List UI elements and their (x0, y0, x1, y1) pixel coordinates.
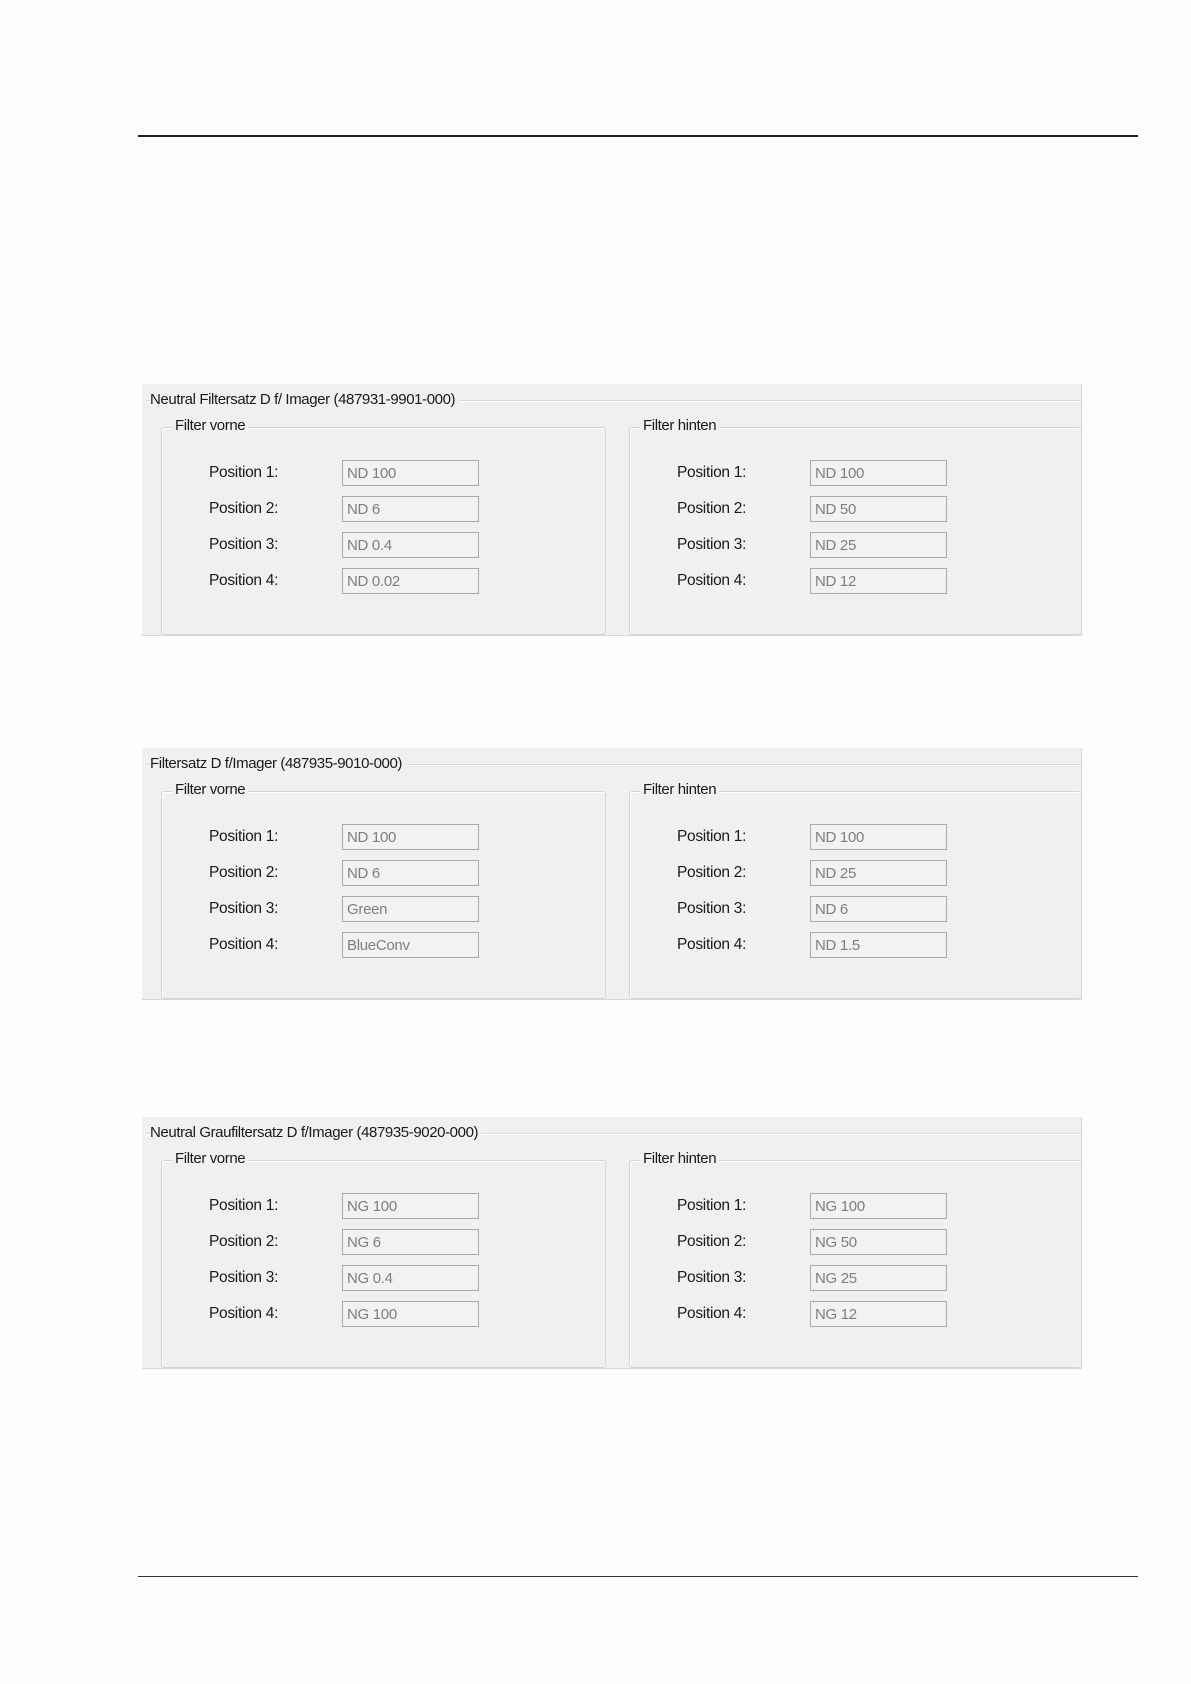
position-label: Position 2: (677, 500, 747, 517)
filter-value-field: ND 6 (810, 896, 947, 922)
position-row-4 (162, 932, 605, 960)
position-label: Position 2: (677, 864, 747, 881)
position-row-4 (162, 1301, 605, 1329)
position-label: Position 3: (677, 900, 747, 917)
panel-title: Neutral Graufiltersatz D f/Imager (487935-9020-000) (150, 1124, 482, 1141)
position-label: Position 1: (677, 828, 747, 845)
filter-value-field: ND 50 (810, 496, 947, 522)
group-filter-back (629, 417, 1081, 635)
position-label: Position 1: (209, 828, 279, 845)
footer-rule (138, 1576, 1138, 1577)
position-label: Position 3: (209, 1269, 279, 1286)
filter-value-field: ND 25 (810, 860, 947, 886)
group-title: Filter hinten (640, 781, 719, 798)
position-label: Position 2: (209, 1233, 279, 1250)
filter-value-field: BlueConv (342, 932, 479, 958)
position-label: Position 1: (209, 1197, 279, 1214)
group-title: Filter hinten (640, 1150, 719, 1167)
filter-value-field: NG 0.4 (342, 1265, 479, 1291)
filter-value-field: ND 6 (342, 860, 479, 886)
filter-value-field: ND 6 (342, 496, 479, 522)
filter-value-field: ND 12 (810, 568, 947, 594)
position-row-3 (630, 532, 1081, 560)
filter-value-field: ND 100 (342, 460, 479, 486)
position-label: Position 1: (209, 464, 279, 481)
position-row-2 (630, 1229, 1081, 1257)
position-row-1 (162, 1193, 605, 1221)
position-label: Position 4: (209, 572, 279, 589)
header-rule (138, 135, 1138, 137)
panel-title: Filtersatz D f/Imager (487935-9010-000) (150, 755, 406, 772)
position-label: Position 2: (209, 864, 279, 881)
filter-value-field: ND 25 (810, 532, 947, 558)
filter-value-field: NG 50 (810, 1229, 947, 1255)
position-row-2 (162, 1229, 605, 1257)
position-row-1 (630, 824, 1081, 852)
position-row-1 (630, 1193, 1081, 1221)
position-row-2 (630, 860, 1081, 888)
position-label: Position 2: (209, 500, 279, 517)
position-row-4 (630, 932, 1081, 960)
position-label: Position 2: (677, 1233, 747, 1250)
filter-value-field: NG 100 (342, 1193, 479, 1219)
filter-set-panel-1 (142, 384, 1082, 636)
position-row-3 (630, 896, 1081, 924)
filter-value-field: NG 100 (810, 1193, 947, 1219)
position-row-3 (630, 1265, 1081, 1293)
position-label: Position 1: (677, 1197, 747, 1214)
filter-value-field: NG 25 (810, 1265, 947, 1291)
group-title: Filter vorne (172, 781, 248, 798)
position-label: Position 3: (209, 900, 279, 917)
position-row-4 (630, 1301, 1081, 1329)
position-label: Position 3: (677, 536, 747, 553)
position-label: Position 4: (677, 1305, 747, 1322)
position-row-2 (162, 496, 605, 524)
group-filter-back (629, 1150, 1081, 1368)
position-label: Position 4: (677, 572, 747, 589)
group-filter-back (629, 781, 1081, 999)
group-filter-front (161, 1150, 606, 1368)
position-row-3 (162, 896, 605, 924)
position-label: Position 4: (209, 936, 279, 953)
position-row-2 (162, 860, 605, 888)
filter-value-field: ND 0.02 (342, 568, 479, 594)
group-title: Filter vorne (172, 417, 248, 434)
filter-value-field: Green (342, 896, 479, 922)
group-title: Filter vorne (172, 1150, 248, 1167)
filter-value-field: NG 12 (810, 1301, 947, 1327)
filter-value-field: ND 100 (810, 824, 947, 850)
position-row-4 (630, 568, 1081, 596)
position-label: Position 4: (209, 1305, 279, 1322)
position-row-2 (630, 496, 1081, 524)
filter-value-field: ND 100 (342, 824, 479, 850)
filter-value-field: ND 0.4 (342, 532, 479, 558)
filter-set-panel-2 (142, 748, 1082, 1000)
position-label: Position 3: (209, 536, 279, 553)
filter-set-panel-3 (142, 1117, 1082, 1369)
group-filter-front (161, 781, 606, 999)
position-row-1 (630, 460, 1081, 488)
filter-value-field: ND 1.5 (810, 932, 947, 958)
position-row-3 (162, 532, 605, 560)
filter-value-field: ND 100 (810, 460, 947, 486)
position-label: Position 3: (677, 1269, 747, 1286)
position-row-1 (162, 460, 605, 488)
filter-value-field: NG 6 (342, 1229, 479, 1255)
position-row-3 (162, 1265, 605, 1293)
position-label: Position 4: (677, 936, 747, 953)
filter-value-field: NG 100 (342, 1301, 479, 1327)
group-filter-front (161, 417, 606, 635)
group-title: Filter hinten (640, 417, 719, 434)
position-row-4 (162, 568, 605, 596)
position-label: Position 1: (677, 464, 747, 481)
panel-title: Neutral Filtersatz D f/ Imager (487931-9901-000) (150, 391, 459, 408)
position-row-1 (162, 824, 605, 852)
